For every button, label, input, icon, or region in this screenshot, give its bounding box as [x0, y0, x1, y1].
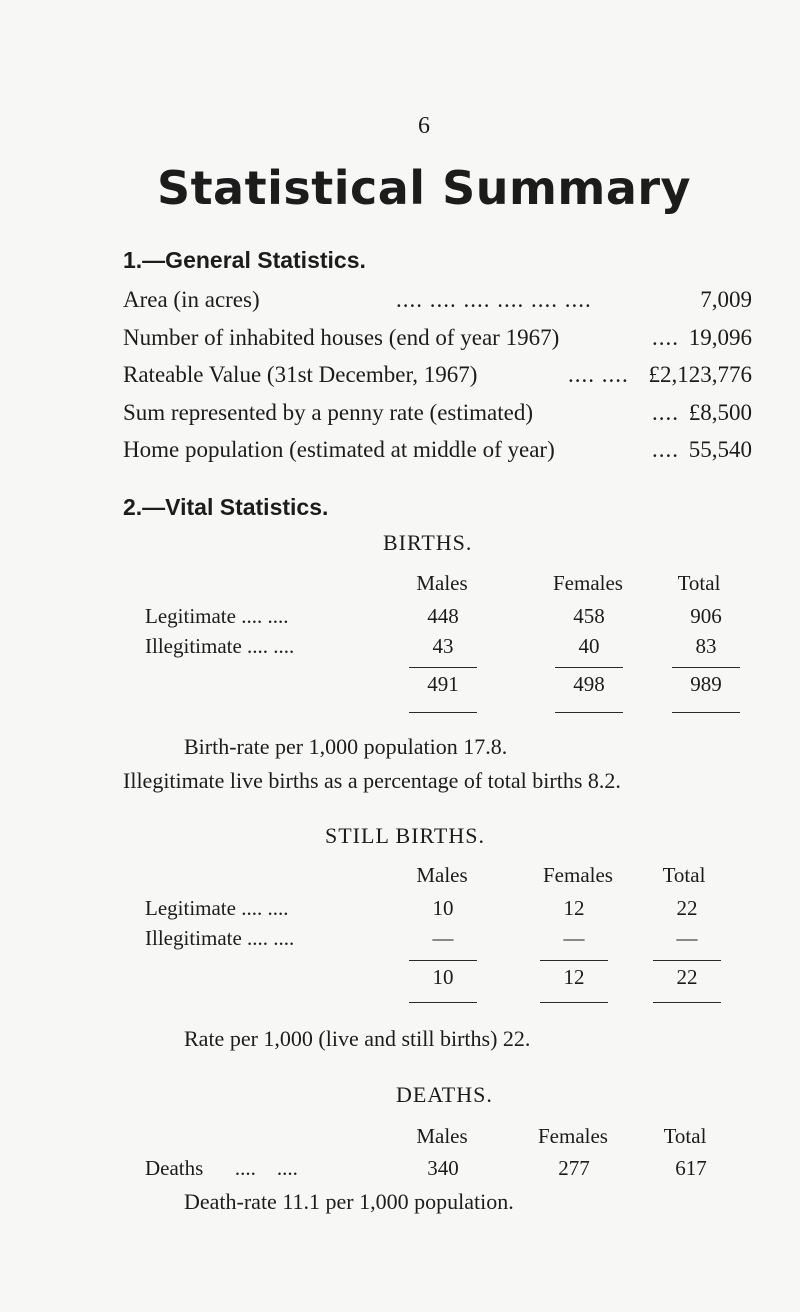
births-males-header: Males: [416, 571, 468, 595]
still-births-males-rule: [409, 960, 477, 961]
inhabited-houses-leader: ....: [652, 325, 679, 350]
rateable-value-label: Rateable Value (31st December, 1967): [123, 362, 478, 387]
births-females-rule: [555, 667, 623, 668]
penny-rate-label: Sum represented by a penny rate (estimated): [123, 400, 534, 425]
births-total-header: Total: [677, 571, 721, 595]
births-total-total: 989: [690, 672, 722, 696]
birth-rate-note: Birth-rate per 1,000 population 17.8.: [184, 734, 508, 759]
births-illegitimate-total: 83: [695, 634, 717, 658]
births-illegitimate-label: Illegitimate .... ....: [145, 634, 295, 658]
still-births-title: STILL BIRTHS.: [325, 823, 485, 848]
still-births-illegitimate-males: —: [432, 926, 454, 950]
still-births-total-females: 12: [563, 965, 585, 989]
penny-rate-value: £8,500: [688, 400, 752, 425]
births-males-rule: [409, 667, 477, 668]
still-births-legitimate-total: 22: [676, 896, 698, 920]
still-births-females-rule-bottom: [540, 1002, 608, 1003]
rateable-value-leader: .... ....: [568, 362, 629, 387]
inhabited-houses-label: Number of inhabited houses (end of year 1967): [123, 325, 560, 350]
births-illegitimate-females: 40: [578, 634, 600, 658]
deaths-males-header: Males: [416, 1124, 468, 1148]
still-births-total-rule-bottom: [653, 1002, 721, 1003]
still-births-legitimate-label: Legitimate .... ....: [145, 896, 289, 920]
still-births-females-header: Females: [543, 863, 613, 887]
births-females-header: Females: [553, 571, 623, 595]
vital-statistics-heading: 2.—Vital Statistics.: [123, 494, 329, 520]
births-total-rule-bottom: [672, 712, 740, 713]
births-title: BIRTHS.: [383, 530, 473, 555]
still-births-illegitimate-total: —: [676, 926, 698, 950]
deaths-females: 277: [558, 1156, 590, 1180]
births-total-males: 491: [427, 672, 459, 696]
page-title: Statistical Summary: [156, 161, 692, 215]
area-value: 7,009: [700, 287, 752, 312]
births-females-rule-bottom: [555, 712, 623, 713]
births-legitimate-label: Legitimate .... ....: [145, 604, 289, 628]
births-males-rule-bottom: [409, 712, 477, 713]
general-statistics-heading: 1.—General Statistics.: [123, 247, 366, 273]
rateable-value-value: £2,123,776: [648, 362, 752, 387]
deaths-females-header: Females: [538, 1124, 608, 1148]
births-legitimate-total: 906: [690, 604, 722, 628]
death-rate-note: Death-rate 11.1 per 1,000 population.: [184, 1189, 514, 1214]
still-births-total-total: 22: [676, 965, 698, 989]
still-births-total-rule: [653, 960, 721, 961]
inhabited-houses-value: 19,096: [688, 325, 752, 350]
deaths-total: 617: [675, 1156, 707, 1180]
page-number: 6: [418, 113, 430, 139]
home-population-label: Home population (estimated at middle of year): [123, 437, 555, 462]
deaths-total-header: Total: [663, 1124, 707, 1148]
still-births-males-rule-bottom: [409, 1002, 477, 1003]
still-births-illegitimate-females: —: [563, 926, 585, 950]
area-leader: .... .... .... .... .... ....: [396, 287, 592, 312]
deaths-label: Deaths .... ....: [145, 1156, 298, 1180]
still-births-total-males: 10: [432, 965, 454, 989]
still-births-legitimate-males: 10: [432, 896, 454, 920]
still-birth-rate-note: Rate per 1,000 (live and still births) 22.: [184, 1026, 531, 1051]
home-population-leader: ....: [652, 437, 679, 462]
home-population-value: 55,540: [688, 437, 752, 462]
penny-rate-leader: ....: [652, 400, 679, 425]
births-legitimate-males: 448: [427, 604, 459, 628]
deaths-title: DEATHS.: [396, 1082, 493, 1107]
still-births-legitimate-females: 12: [563, 896, 585, 920]
still-births-illegitimate-label: Illegitimate .... ....: [145, 926, 295, 950]
still-births-females-rule: [540, 960, 608, 961]
illegitimate-percentage-note: Illegitimate live births as a percentage of total births 8.2.: [123, 768, 621, 793]
still-births-total-header: Total: [662, 863, 706, 887]
deaths-males: 340: [427, 1156, 459, 1180]
births-total-rule: [672, 667, 740, 668]
births-total-females: 498: [573, 672, 605, 696]
still-births-males-header: Males: [416, 863, 468, 887]
births-illegitimate-males: 43: [432, 634, 454, 658]
area-label: Area (in acres): [123, 287, 260, 312]
births-legitimate-females: 458: [573, 604, 605, 628]
